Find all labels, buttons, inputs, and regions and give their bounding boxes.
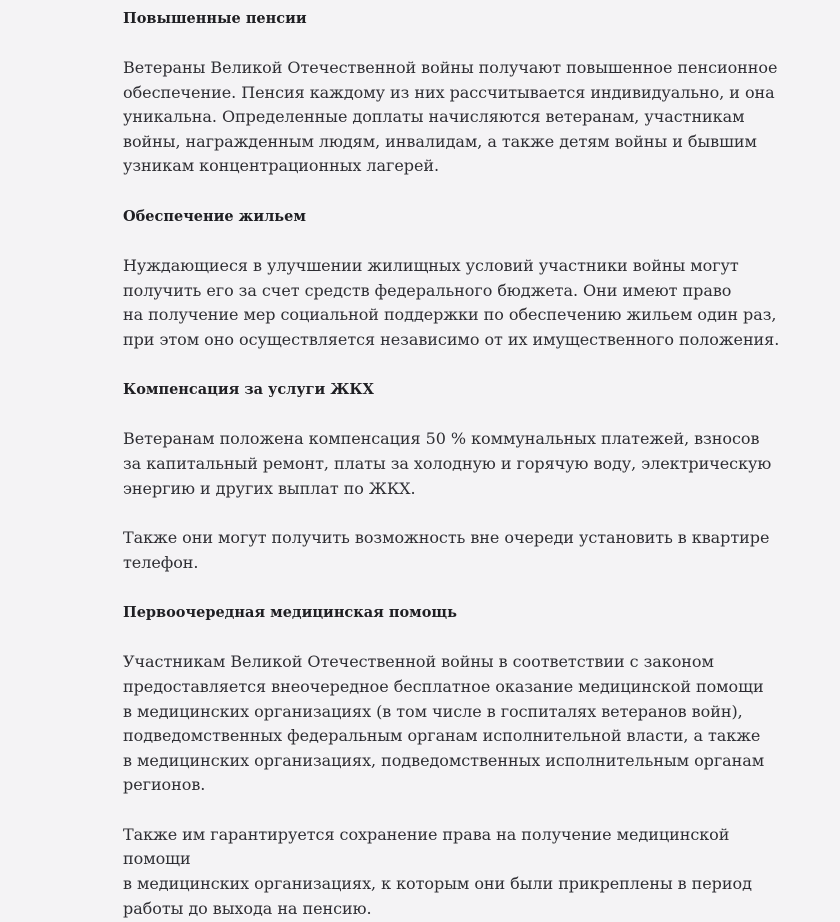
section-heading-medical: Первоочередная медицинская помощь [123, 604, 457, 622]
paragraph-utilities-compensation: Ветеранам положена компенсация 50 % коммунальных платежей, взносов за капитальный ремонт, платы за холодную и горячую воду, электрическую энергию и других выплат по ЖКХ. [123, 429, 772, 498]
paragraph-housing: Нуждающиеся в улучшении жилищных условий участники войны могут получить его за счет средств федерального бюджета. Они имеют право на получение мер социальной поддержки по обеспечению жильем один раз, при этом оно осуществляется независимо от их имущественного положения. [123, 255, 780, 349]
paragraph-pensions: Ветераны Великой Отечественной войны получают повышенное пенсионное обеспечение. Пенсия каждому из них рассчитывается индивидуально, и она уникальна. Определенные доплаты начисляются ветеранам, участникам войны, награжденным людям, инвалидам, а также детям войны и бывшим узникам концентрационных лагерей. [123, 58, 778, 176]
paragraph-utilities-phone: Также они могут получить возможность вне очереди установить в квартире телефон. [123, 528, 770, 572]
section-heading-housing: Обеспечение жильем [123, 207, 306, 225]
section-heading-utilities: Компенсация за услуги ЖКХ [123, 381, 374, 399]
paragraph-medical-retention: Также им гарантируется сохранение права на получение медицинской помощи в медицинских организациях, к которым они были прикреплены в период работы до выхода на пенсию. [123, 824, 752, 918]
paragraph-medical-priority: Участникам Великой Отечественной войны в соответствии с законом предоставляется внеочередное бесплатное оказание медицинской помощи в медицинских организациях (в том числе в госпиталях ветеранов войн), подведомственных федеральным органам исполнительной власти, а также в медицинских организациях, подведомственных исполнительным органам регионов. [123, 652, 765, 795]
section-heading-pensions: Повышенные пенсии [123, 10, 307, 27]
article-body [123, 0, 783, 921]
